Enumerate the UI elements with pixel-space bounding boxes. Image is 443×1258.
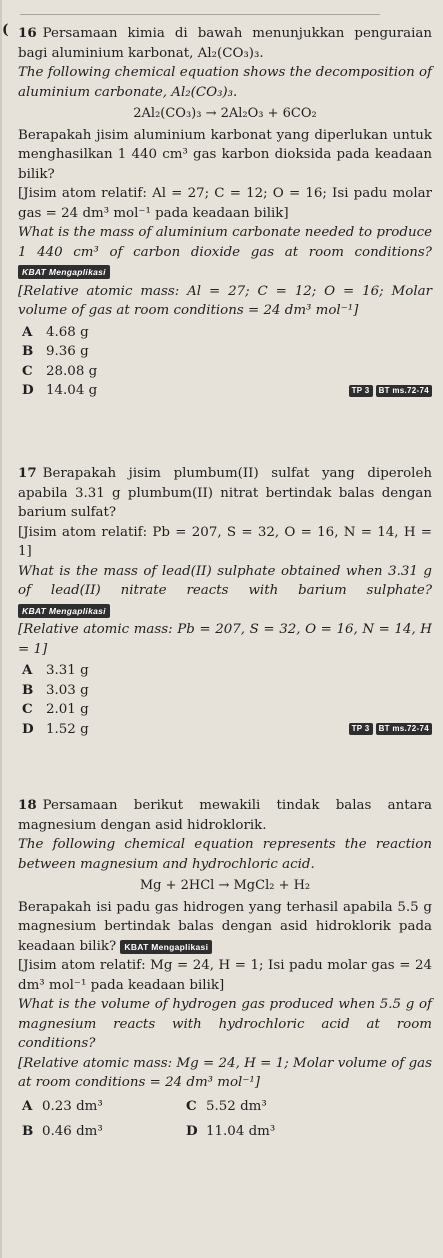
question-16-english-stem: The following chemical equation shows the decomposition of aluminium carbonate, Al₂(CO₃)₃.: [18, 65, 432, 100]
option-d[interactable]: D 14.04 g TP 3 BT ms.72-74: [18, 381, 432, 401]
option-d-text[interactable]: 11.04 dm³: [206, 1124, 276, 1139]
option-a[interactable]: A 4.68 g: [22, 323, 89, 340]
question-16: [18, 24, 432, 401]
answer-options: [18, 323, 432, 401]
option-a-text[interactable]: 0.23 dm³: [42, 1098, 103, 1114]
question-16-english-data: [Relative atomic mass: Al = 27; C = 12; O = 16; Molar volume of gas at room conditions = 24 dm³ mol⁻¹]: [18, 283, 432, 318]
option-a[interactable]: A 3.31 g: [22, 662, 89, 678]
question-16-malay-data: [Jisim atom relatif: Al = 27; C = 12; O = 16; Isi padu molar gas = 24 dm³ mol⁻¹ pada keadaan bilik]: [18, 186, 432, 221]
reference-tags: [349, 723, 432, 735]
question-17-english-question: What is the mass of lead(II) sulphate obtained when 3.31 g of lead(II) nitrate reacts with barium sulphate? KBAT Mengaplikasi: [18, 563, 432, 616]
question-18: [18, 796, 432, 1142]
question-16-malay-question: Berapakah jisim aluminium karbonat yang diperlukan untuk menghasilkan 1 440 cm³ gas karbon dioksida pada keadaan bilik?: [18, 127, 432, 182]
option-c-text[interactable]: 5.52 dm³: [206, 1098, 267, 1114]
question-18-malay-question: Berapakah isi padu gas hidrogen yang terhasil apabila 5.5 g magnesium bertindak balas dengan asid hidroklorik pada keadaan bilik? KBAT Mengaplikasi: [18, 899, 432, 954]
question-17-malay-stem: 17 Berapakah jisim plumbum(II) sulfat yang diperoleh apabila 3.31 g plumbum(II) nitrat bertindak balas dengan barium sulfat?: [18, 465, 432, 520]
question-18-english-question: What is the volume of hydrogen gas produced when 5.5 g of magnesium reacts with hydrochloric acid at room conditions?: [18, 997, 432, 1051]
reference-tags: [349, 385, 432, 397]
option-b[interactable]: B 3.03 g: [22, 681, 89, 698]
page-ref-tag: BT ms.72-74: [376, 723, 432, 735]
option-c[interactable]: C 2.01 g: [22, 701, 89, 717]
chemical-equation: Mg + 2HCl → MgCl₂ + H₂: [139, 878, 311, 893]
option-a-letter[interactable]: A: [22, 1097, 33, 1114]
question-number: 16: [18, 25, 37, 41]
option-d-letter[interactable]: D: [186, 1123, 198, 1139]
question-18-malay-data: [Jisim atom relatif: Mg = 24, H = 1; Isi padu molar gas = 24 dm³ mol⁻¹ pada keadaan bilik]: [18, 958, 432, 993]
question-17: [18, 464, 432, 739]
option-c[interactable]: C 28.08 g: [22, 362, 98, 379]
option-c-letter[interactable]: C: [186, 1097, 197, 1114]
option-b-text[interactable]: 0.46 dm³: [42, 1124, 103, 1139]
question-17-english-data: [Relative atomic mass: Pb = 207, S = 32, O = 16, N = 14, H = 1]: [18, 622, 432, 657]
question-18-english-stem: The following chemical equation represents the reaction between magnesium and hydrochloric acid.: [18, 837, 432, 872]
option-b-letter[interactable]: B: [22, 1123, 34, 1139]
question-16-malay-stem: 16 Persamaan kimia di bawah menunjukkan penguraian bagi aluminium karbonat, Al₂(CO₃)₃.: [18, 25, 432, 61]
page-ref-tag: BT ms.72-74: [376, 385, 432, 397]
question-16-english-question: What is the mass of aluminium carbonate needed to produce 1 440 cm³ of carbon dioxide gas at room conditions? KBAT Mengaplikasi: [18, 225, 432, 277]
option-b[interactable]: B 9.36 g: [22, 343, 89, 359]
tp-tag: TP 3: [349, 723, 373, 735]
top-rule: [20, 14, 380, 15]
question-number: 18: [18, 797, 37, 813]
question-18-english-data: [Relative atomic mass: Mg = 24, H = 1; Molar volume of gas at room conditions = 24 dm³ mol⁻¹]: [18, 1055, 432, 1090]
kbat-badge: KBAT Mengaplikasi: [18, 265, 110, 279]
question-number: 17: [18, 465, 37, 481]
answer-options: [18, 661, 432, 739]
kbat-badge: KBAT Mengaplikasi: [120, 940, 212, 954]
tp-tag: TP 3: [349, 385, 373, 397]
question-17-malay-data: [Jisim atom relatif: Pb = 207, S = 32, O = 16, N = 14, H = 1]: [18, 524, 432, 559]
kbat-badge: KBAT Mengaplikasi: [18, 604, 110, 618]
page-margin-line: [0, 0, 2, 1258]
chemical-equation: 2Al₂(CO₃)₃ → 2Al₂O₃ + 6CO₂: [133, 106, 317, 121]
answer-options: [18, 1097, 432, 1142]
option-d[interactable]: D 1.52 g TP 3 BT ms.72-74: [18, 720, 432, 740]
margin-bracket: (: [2, 22, 9, 38]
question-18-malay-stem: 18 Persamaan berikut mewakili tindak balas antara magnesium dengan asid hidroklorik.: [18, 797, 432, 833]
